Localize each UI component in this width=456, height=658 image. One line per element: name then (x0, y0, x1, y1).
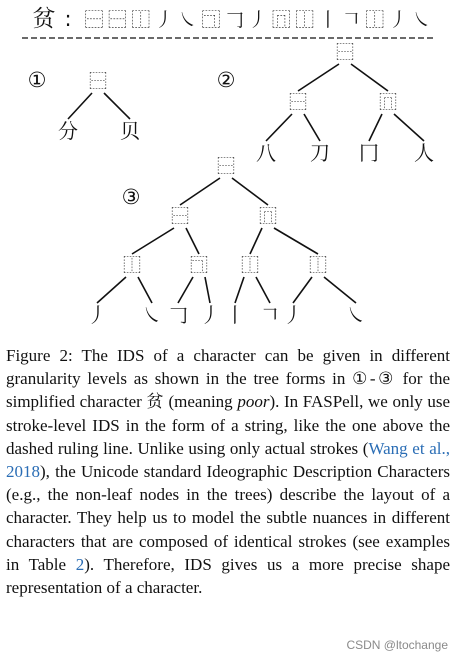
tree-leaf-node: 刀 (310, 141, 330, 165)
ids-token: 𠃌 (224, 9, 244, 31)
tree-leaf-node: 丿 (87, 303, 107, 327)
caption-emphasis: poor (237, 392, 270, 412)
tree-edge (232, 178, 268, 205)
tree-edge (180, 178, 220, 205)
ids-token: 丿 (248, 9, 268, 31)
ids-token: 𠃍 (341, 9, 361, 31)
ids-token: ⿰ (131, 9, 151, 31)
ids-token: ⿰ (295, 9, 315, 31)
caption-suffix: ). Therefore, IDS gives us a more precise shape representation of a character. (6, 554, 450, 598)
ids-string (33, 6, 432, 32)
tree-edge (351, 64, 388, 91)
tree-ids-node: ⿱ (217, 156, 235, 178)
caption-middle: ). In FASPell, we only use stroke-level IDS in the form of a string, like the one above the dashed ruling line. Unlike using only actual strokes ( (6, 392, 450, 458)
tree-ids-node: ⿰ (309, 255, 327, 277)
tree-leaf-node: 𠃌 (168, 303, 188, 327)
tree-edge (324, 277, 356, 303)
table-ref-link[interactable]: 2 (75, 554, 85, 574)
tree-leaf-node: 贝 (120, 119, 140, 143)
tree-edge (266, 114, 292, 141)
tree-ids-node: ⿹ (190, 255, 208, 277)
tree-edge (250, 228, 262, 254)
ids-token: ⿵ (271, 9, 291, 31)
tree-ids-node: ⿰ (123, 255, 141, 277)
tree-leaf-node: 𠃍 (260, 303, 280, 327)
tree-ids-node: ⿱ (89, 71, 107, 93)
tree-ids-node: ⿱ (171, 206, 189, 228)
tree-edge (293, 277, 312, 303)
tree-ids-node: ⿵ (379, 92, 397, 114)
caption-prefix: Figure 2: The IDS of a character can be given in different granularity levels as shown in the tree forms in ①-③ for the simplified character 贫 (meaning (6, 346, 450, 412)
ids-token: ㇏ (178, 9, 198, 31)
tree-ids-node: ⿵ (259, 206, 277, 228)
tree-ids-node: ⿱ (336, 42, 354, 64)
tree-ids-node: ⿰ (241, 255, 259, 277)
tree-edge (369, 114, 382, 141)
figure-caption (6, 344, 450, 599)
tree-edge (68, 93, 92, 119)
tree-edge (298, 64, 339, 91)
tree-1 (28, 68, 140, 143)
tree-leaf-node: ㇏ (346, 303, 366, 327)
tree-edge (104, 93, 130, 119)
tree-edge (97, 277, 126, 303)
tree-edge (186, 228, 199, 254)
tree-edge (235, 277, 244, 303)
tree-leaf-node: 丿 (283, 303, 303, 327)
tree-leaf-node: 冂 (359, 141, 379, 165)
ids-token: ⿱ (84, 9, 104, 31)
caption-middle2: ), the Unicode standard Ideographic Description Characters (e.g., the non-leaf nodes in the trees) describe the layout of a character. They help us to model the subtle nuances in different characters that are composed of identical strokes (see examples in Table (6, 462, 450, 574)
ids-separator: : (64, 7, 72, 31)
ids-character: 贫 (32, 6, 56, 32)
ids-token: ⿱ (107, 9, 127, 31)
tree-edge (178, 277, 193, 303)
tree-edge (205, 277, 210, 303)
tree-leaf-node: ㇏ (142, 303, 162, 327)
tree-number-label: ③ (121, 185, 141, 209)
ids-token: 丿 (154, 9, 174, 31)
watermark: CSDN @ltochange (346, 638, 448, 652)
ids-token: ⿹ (201, 9, 221, 31)
tree-ids-node: ⿱ (289, 92, 307, 114)
tree-edge (304, 114, 320, 141)
tree-edge (394, 114, 424, 141)
tree-edge (274, 228, 318, 254)
ids-token: ㇏ (412, 9, 432, 31)
trees-group (28, 43, 434, 328)
tree-number-label: ① (27, 68, 47, 92)
citation-link[interactable]: Wang et al., 2018 (6, 438, 450, 482)
tree-3 (87, 157, 366, 328)
ids-token: 丨 (318, 9, 338, 31)
tree-leaf-node: 八 (256, 141, 276, 165)
tree-edge (132, 228, 174, 254)
tree-leaf-node: 丨 (225, 303, 245, 327)
tree-leaf-node: 分 (58, 119, 78, 143)
tree-2 (217, 43, 434, 166)
tree-leaf-node: 丿 (200, 303, 220, 327)
tree-edge (256, 277, 270, 303)
ids-token: ⿰ (365, 9, 385, 31)
tree-edge (138, 277, 152, 303)
ids-token: 丿 (388, 9, 408, 31)
tree-leaf-node: 人 (414, 141, 434, 165)
tree-number-label: ② (216, 68, 236, 92)
